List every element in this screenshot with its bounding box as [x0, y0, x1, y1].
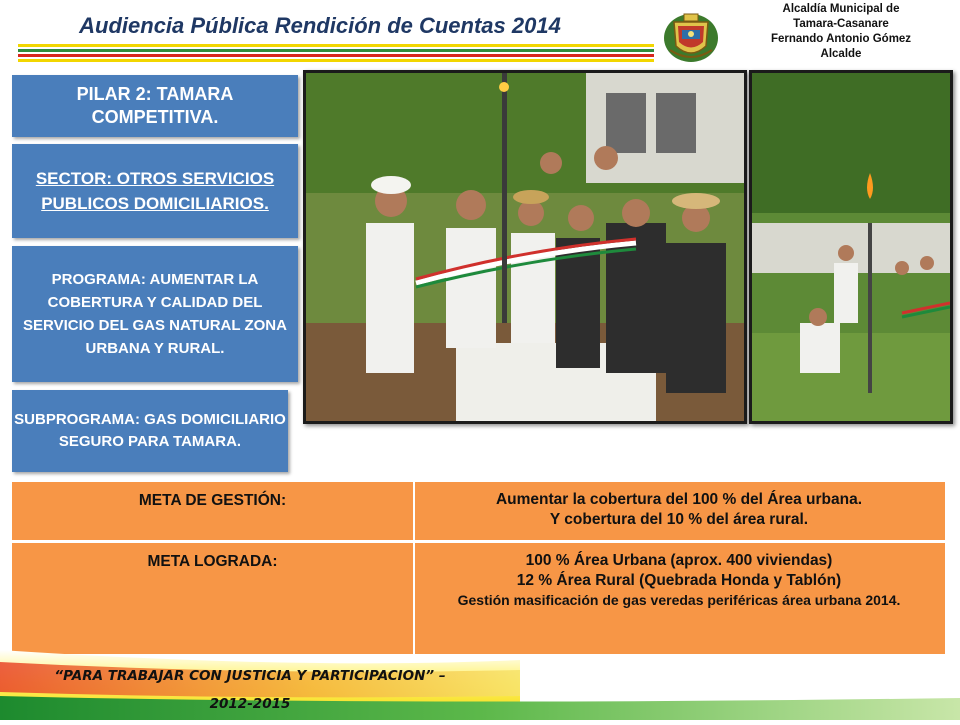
- meta-lograda-label: META LOGRADA:: [147, 553, 278, 570]
- stripe-green: [18, 49, 654, 52]
- meta-lograda-value: [413, 543, 945, 654]
- column-divider: [413, 482, 415, 654]
- presentation-title: Audiencia Pública Rendición de Cuentas 2014: [79, 13, 561, 38]
- stripe-red: [18, 54, 654, 57]
- alcaldia-line-1: Alcaldía Municipal de: [782, 3, 900, 15]
- alcaldia-block: [722, 2, 960, 62]
- meta-gestion-line-1: Aumentar la cobertura del 100 % del Área urbana.: [495, 491, 863, 508]
- alcaldia-line-4: Alcalde: [820, 48, 862, 60]
- sector-panel: [12, 144, 298, 238]
- municipal-coat-of-arms: [660, 6, 722, 68]
- meta-gestion-line-2: Y cobertura del 10 % del área rural.: [549, 511, 809, 528]
- alcaldia-line-2: Tamara-Casanare: [793, 18, 889, 30]
- programa-text: PROGRAMA: AUMENTAR LA COBERTURA Y CALIDAD DEL SERVICIO DEL GAS NATURAL ZONA URBANA Y RURAL.: [23, 271, 287, 357]
- meta-table: [12, 482, 945, 654]
- meta-lograda-line-1: 100 % Área Urbana (aprox. 400 viviendas): [525, 552, 833, 569]
- pilar-panel: [12, 75, 298, 137]
- stripe-yellow: [18, 44, 654, 47]
- subprograma-panel: [12, 390, 288, 472]
- pilar-text: PILAR 2: TAMARA COMPETITIVA.: [76, 84, 234, 127]
- meta-gestion-label: META DE GESTIÓN:: [138, 492, 287, 509]
- footer-years: 2012-2015: [209, 696, 291, 712]
- meta-lograda-row: [12, 543, 945, 654]
- tricolor-stripes: [18, 44, 654, 64]
- subprograma-text: SUBPROGRAMA: GAS DOMICILIARIO SEGURO PARA TAMARA.: [14, 411, 286, 450]
- meta-lograda-note: Gestión masificación de gas veredas periféricas área urbana 2014.: [457, 592, 901, 608]
- ribbon-cutting-photo: [303, 70, 747, 424]
- meta-gestion-value: [413, 482, 945, 540]
- meta-gestion-row: [12, 482, 945, 540]
- gas-flame-photo: [749, 70, 953, 424]
- footer-slogan: “PARA TRABAJAR CON JUSTICIA Y PARTICIPACION” –: [54, 668, 446, 684]
- meta-lograda-line-2: 12 % Área Rural (Quebrada Honda y Tablón): [516, 572, 842, 589]
- stripe-yellow-2: [18, 59, 654, 62]
- sector-text: SECTOR: OTROS SERVICIOS PUBLICOS DOMICILIARIOS.: [35, 169, 275, 213]
- programa-panel: [12, 246, 298, 382]
- alcaldia-line-3: Fernando Antonio Gómez: [770, 33, 912, 45]
